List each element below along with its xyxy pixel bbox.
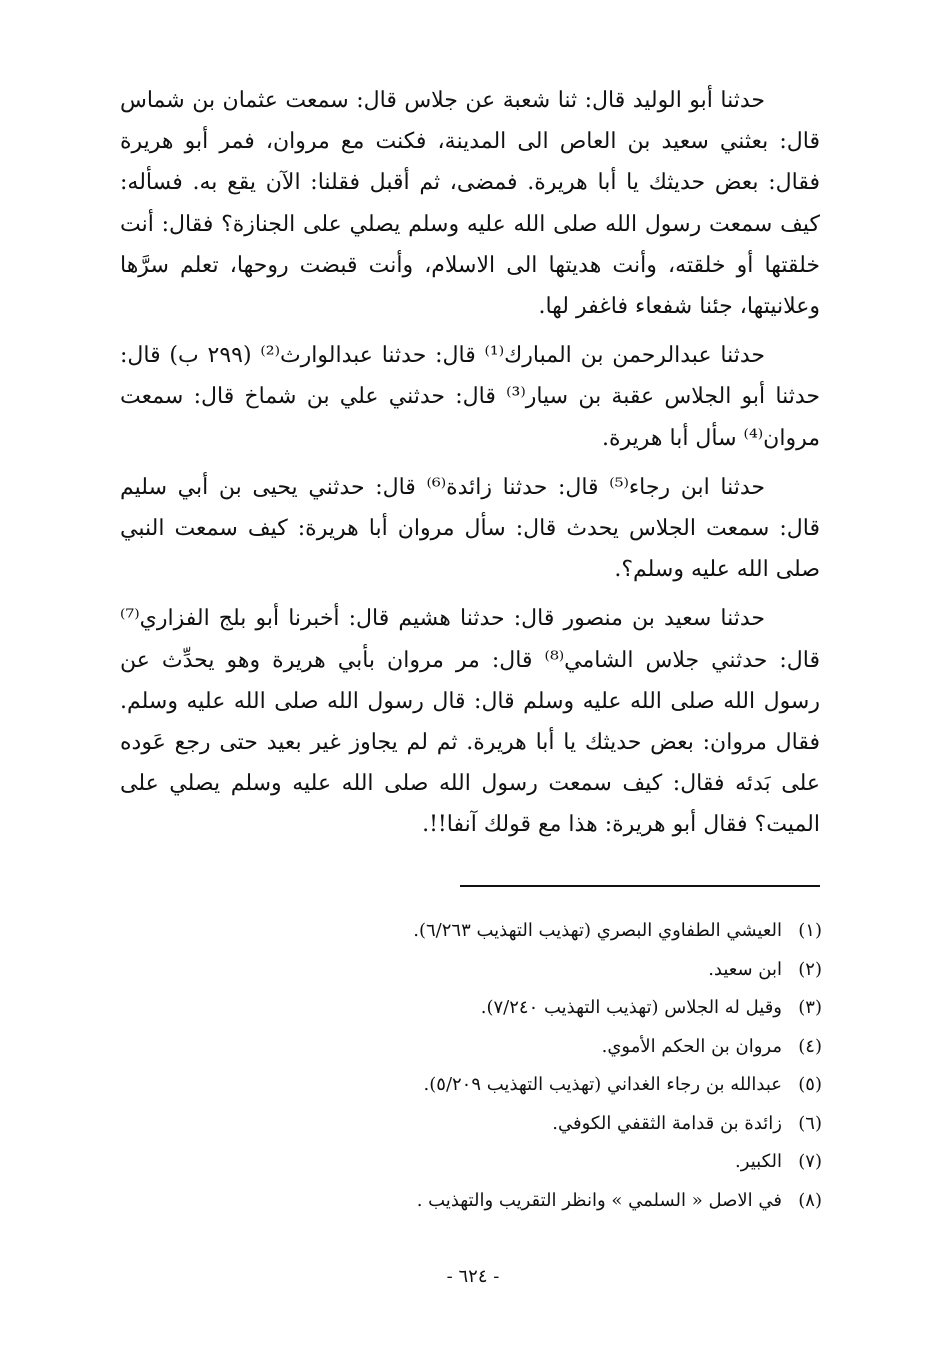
- paragraph-4: حدثنا سعيد بن منصور قال: حدثنا هشيم قال: أخبرنا أبو بلج الفزاري⁽⁷⁾ قال: حدثني جلاس الشامي⁽⁸⁾ قال: مر مروان بأبي هريرة وهو يحدِّث عن رسول الله صلى الله عليه وسلم قال: قال رسول الله صلى الله عليه وسلم. فقال مروان: بعض حديثك يا أبا هريرة. ثم لم يجاوز غير بعيد حتى رجع عَوده على بَدئه فقال: كيف سمعت رسول الله صلى الله عليه وسلم يصلي على الميت؟ فقال أبو هريرة: هذا مع قولك آنفا!!.: [120, 606, 820, 838]
- main-text: [120, 80, 820, 854]
- footnote-number: (٦): [798, 1112, 822, 1134]
- footnote-item: [120, 1028, 822, 1067]
- footnote-item: [120, 1182, 822, 1221]
- paragraph-1: حدثنا أبو الوليد قال: ثنا شعبة عن جلاس قال: سمعت عثمان بن شماس قال: بعثني سعيد بن العاص الى المدينة، فكنت مع مروان، فمر أبو هريرة فقال: بعض حديثك يا أبا هريرة. فمضى، ثم أقبل فقلنا: الآن يقع به. فسأله: كيف سمعت رسول الله صلى الله عليه وسلم يصلي على الجنازة؟ فقال: أنت خلقتها أو خلقته، وأنت هديتها الى الاسلام، وأنت قبضت روحها، تعلم سرَّها وعلانيتها، جئنا شفعاء فاغفر لها.: [120, 88, 820, 320]
- footnote-number: (٨): [798, 1189, 822, 1211]
- footnote-text: العيشي الطفاوي البصري (تهذيب التهذيب ٦/٢٦٣).: [413, 920, 782, 941]
- footnotes-list: [120, 912, 822, 1220]
- footnote-number: (٥): [798, 1074, 822, 1095]
- paragraph-2: حدثنا عبدالرحمن بن المبارك⁽¹⁾ قال: حدثنا عبدالوارث⁽²⁾ (٢٩٩ ب) قال: حدثنا أبو الجلاس عقبة بن سيار⁽³⁾ قال: حدثني علي بن شماخ قال: سمعت مروان⁽⁴⁾ سأل أبا هريرة.: [120, 343, 820, 451]
- page-number: - ٦٢٤ -: [446, 1266, 500, 1287]
- footnote-item: [120, 912, 822, 951]
- footnote-item: [120, 1143, 822, 1182]
- footnote-divider: [460, 885, 820, 887]
- footnote-item: [120, 1066, 822, 1105]
- footnote-text: وقيل له الجلاس (تهذيب التهذيب ٧/٢٤٠).: [480, 997, 782, 1018]
- footnote-item: [120, 1105, 822, 1144]
- footnote-text: في الاصل « السلمي » وانظر التقريب والتهذيب .: [416, 1189, 782, 1211]
- footnote-number: (٢): [798, 958, 822, 980]
- footnote-number: (٧): [798, 1151, 822, 1172]
- footnote-number: (١): [798, 920, 822, 941]
- footnote-text: ابن سعيد.: [708, 958, 782, 980]
- footnote-item: [120, 989, 822, 1028]
- paragraph-3: حدثنا ابن رجاء⁽⁵⁾ قال: حدثنا زائدة⁽⁶⁾ قال: حدثني يحيى بن أبي سليم قال: سمعت الجلاس يحدث قال: سأل مروان أبا هريرة: كيف سمعت النبي صلى الله عليه وسلم؟.: [120, 474, 820, 583]
- footnote-text: مروان بن الحكم الأموي.: [601, 1035, 782, 1057]
- footnote-number: (٣): [798, 997, 822, 1018]
- footnote-text: الكبير.: [735, 1151, 782, 1172]
- footnote-number: (٤): [798, 1035, 822, 1057]
- footnote-text: زائدة بن قدامة الثقفي الكوفي.: [552, 1112, 782, 1134]
- footnote-text: عبدالله بن رجاء الغداني (تهذيب التهذيب ٥/٢٠٩).: [423, 1074, 782, 1095]
- footnote-item: [120, 951, 822, 990]
